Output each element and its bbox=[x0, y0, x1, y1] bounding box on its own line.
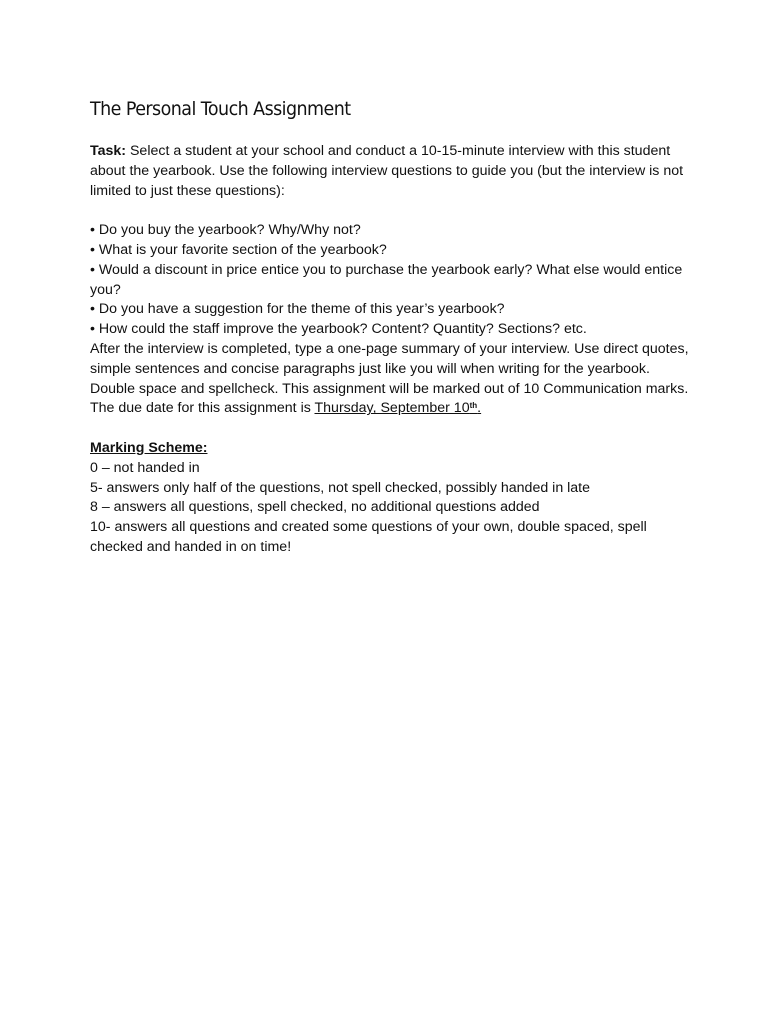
marking-scheme bbox=[90, 439, 690, 558]
marking-scheme-heading: Marking Scheme: bbox=[90, 439, 208, 456]
due-date-text: Thursday, September 10 bbox=[314, 400, 470, 417]
question-list bbox=[90, 221, 690, 340]
marking-scheme-item: 5- answers only half of the questions, not spell checked, possibly handed in late bbox=[90, 479, 591, 496]
marking-scheme-item: 0 – not handed in bbox=[90, 459, 200, 476]
due-date-suffix: th bbox=[469, 401, 478, 411]
due-date-end: . bbox=[477, 400, 482, 417]
task-paragraph bbox=[90, 142, 690, 201]
instructions-text: After the interview is completed, type a one-page summary of your interview. Use direct quotes, simple sentences and concise paragraphs just like you will when writing for the yearbook. Double space and spellcheck. This assignment will be marked out of 10 Communication marks. The due date for this assignment is bbox=[90, 340, 689, 417]
task-label: Task: bbox=[90, 143, 127, 159]
instructions-paragraph bbox=[90, 340, 690, 419]
due-date bbox=[315, 400, 482, 416]
question-item: • Do you have a suggestion for the theme of this year’s yearbook? bbox=[90, 301, 505, 318]
question-item: • Would a discount in price entice you to purchase the yearbook early? What else would entice you? bbox=[90, 261, 683, 298]
marking-scheme-item: 8 – answers all questions, spell checked, no additional questions added bbox=[90, 499, 540, 516]
document-page bbox=[90, 96, 690, 558]
question-item: • What is your favorite section of the yearbook? bbox=[90, 241, 387, 258]
question-item: • Do you buy the yearbook? Why/Why not? bbox=[90, 222, 361, 239]
task-text: Select a student at your school and conduct a 10-15-minute interview with this student about the yearbook. Use the following interview questions to guide you (but the interview is not limited to just these questions): bbox=[90, 143, 684, 199]
question-item: • How could the staff improve the yearbook? Content? Quantity? Sections? etc. bbox=[90, 321, 587, 338]
marking-scheme-item: 10- answers all questions and created some questions of your own, double spaced, spell checked and handed in on time! bbox=[90, 519, 647, 555]
document-title: The Personal Touch Assignment bbox=[90, 98, 351, 120]
